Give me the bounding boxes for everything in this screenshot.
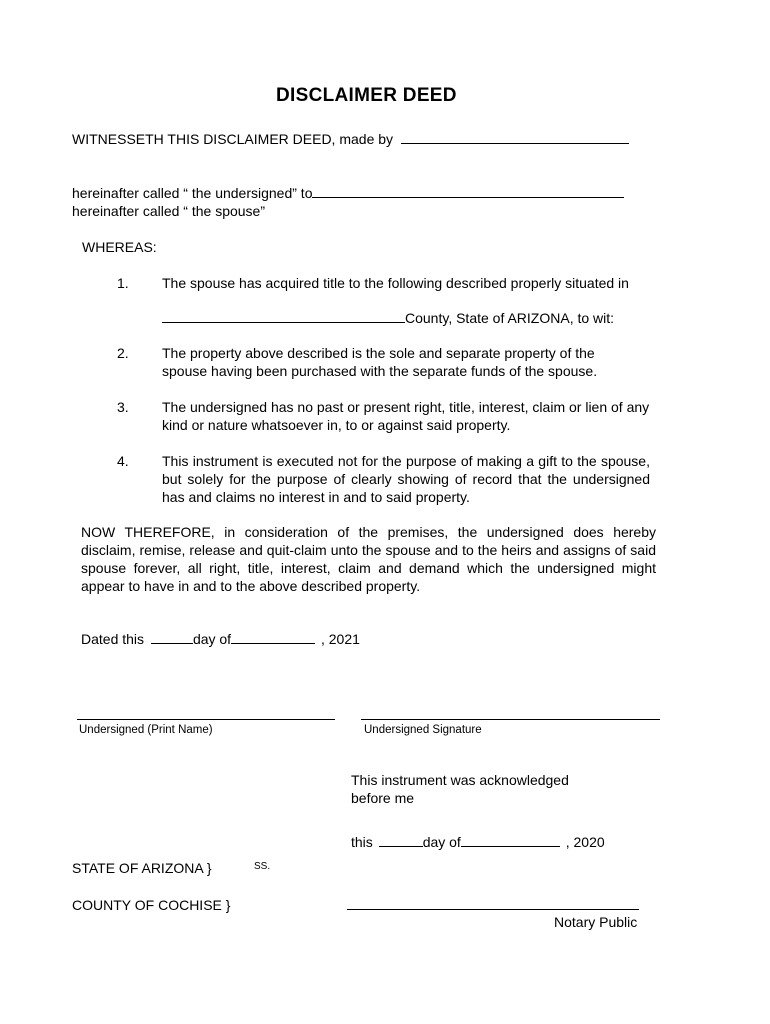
dated-line xyxy=(81,630,360,648)
dated-day-blank[interactable] xyxy=(151,630,193,644)
county-text: COUNTY OF COCHISE } xyxy=(72,897,231,913)
whereas-heading: WHEREAS: xyxy=(82,239,157,255)
dated-prefix: Dated this xyxy=(81,631,145,647)
hereinafter-undersigned-line xyxy=(72,184,624,202)
dated-month-blank[interactable] xyxy=(231,630,315,644)
notary-day-blank[interactable] xyxy=(379,833,423,847)
witness-line xyxy=(72,130,629,148)
made-by-blank[interactable] xyxy=(401,130,629,144)
item-4-text: This instrument is executed not for the purpose of making a gift to the spouse, but solely for the purpose of clearly showing of record that the undersigned has and claims no interest in and to said property. xyxy=(162,453,650,505)
acknowledged-text: This instrument was acknowledged before me xyxy=(351,772,569,806)
this-mid: day of xyxy=(422,834,461,850)
county-line xyxy=(162,309,614,327)
ss-text: SS. xyxy=(254,861,271,872)
notary-public-label: Notary Public xyxy=(554,914,638,930)
spouse-name-blank[interactable] xyxy=(312,184,624,198)
notary-date-line xyxy=(351,833,605,851)
item-4-number: 4. xyxy=(117,453,129,469)
hereinafter-spouse-text: hereinafter called “ the spouse” xyxy=(72,203,265,219)
witness-text: WITNESSETH THIS DISCLAIMER DEED, made by xyxy=(72,131,394,147)
county-blank[interactable] xyxy=(162,309,405,323)
print-name-label: Undersigned (Print Name) xyxy=(79,724,213,736)
now-therefore-paragraph: NOW THEREFORE, in consideration of the premises, the undersigned does hereby disclaim, remise, release and quit-claim unto the spouse and to the heirs and assigns of said spouse forever, all right, title, interest, claim and demand which the undersigned might appear to have in and to the above described property. xyxy=(81,524,656,594)
print-name-line[interactable] xyxy=(77,706,335,720)
dated-year: , 2021 xyxy=(320,631,360,647)
dated-mid: day of xyxy=(192,631,232,647)
signature-line[interactable] xyxy=(361,706,660,720)
notary-month-blank[interactable] xyxy=(461,833,560,847)
notary-signature-line[interactable] xyxy=(347,896,639,910)
item-3-text: The undersigned has no past or present right, title, interest, claim or lien of any kind or nature whatsoever in, to or against said property. xyxy=(162,399,650,433)
hereinafter-undersigned-text: hereinafter called “ the undersigned” to xyxy=(72,185,313,201)
this-prefix: this xyxy=(351,834,373,850)
document-title: DISCLAIMER DEED xyxy=(276,85,457,106)
item-2-number: 2. xyxy=(117,345,129,361)
this-year: , 2020 xyxy=(565,834,605,850)
county-line-text: County, State of ARIZONA, to wit: xyxy=(405,310,615,326)
signature-label: Undersigned Signature xyxy=(364,724,482,736)
item-2-text: The property above described is the sole and separate property of the spouse having been purchased with the separate funds of the spouse. xyxy=(162,345,598,379)
item-3-number: 3. xyxy=(117,399,129,415)
item-1-text: The spouse has acquired title to the following described properly situated in xyxy=(162,275,629,291)
item-1-number: 1. xyxy=(117,275,129,291)
state-text: STATE OF ARIZONA } xyxy=(72,860,212,876)
